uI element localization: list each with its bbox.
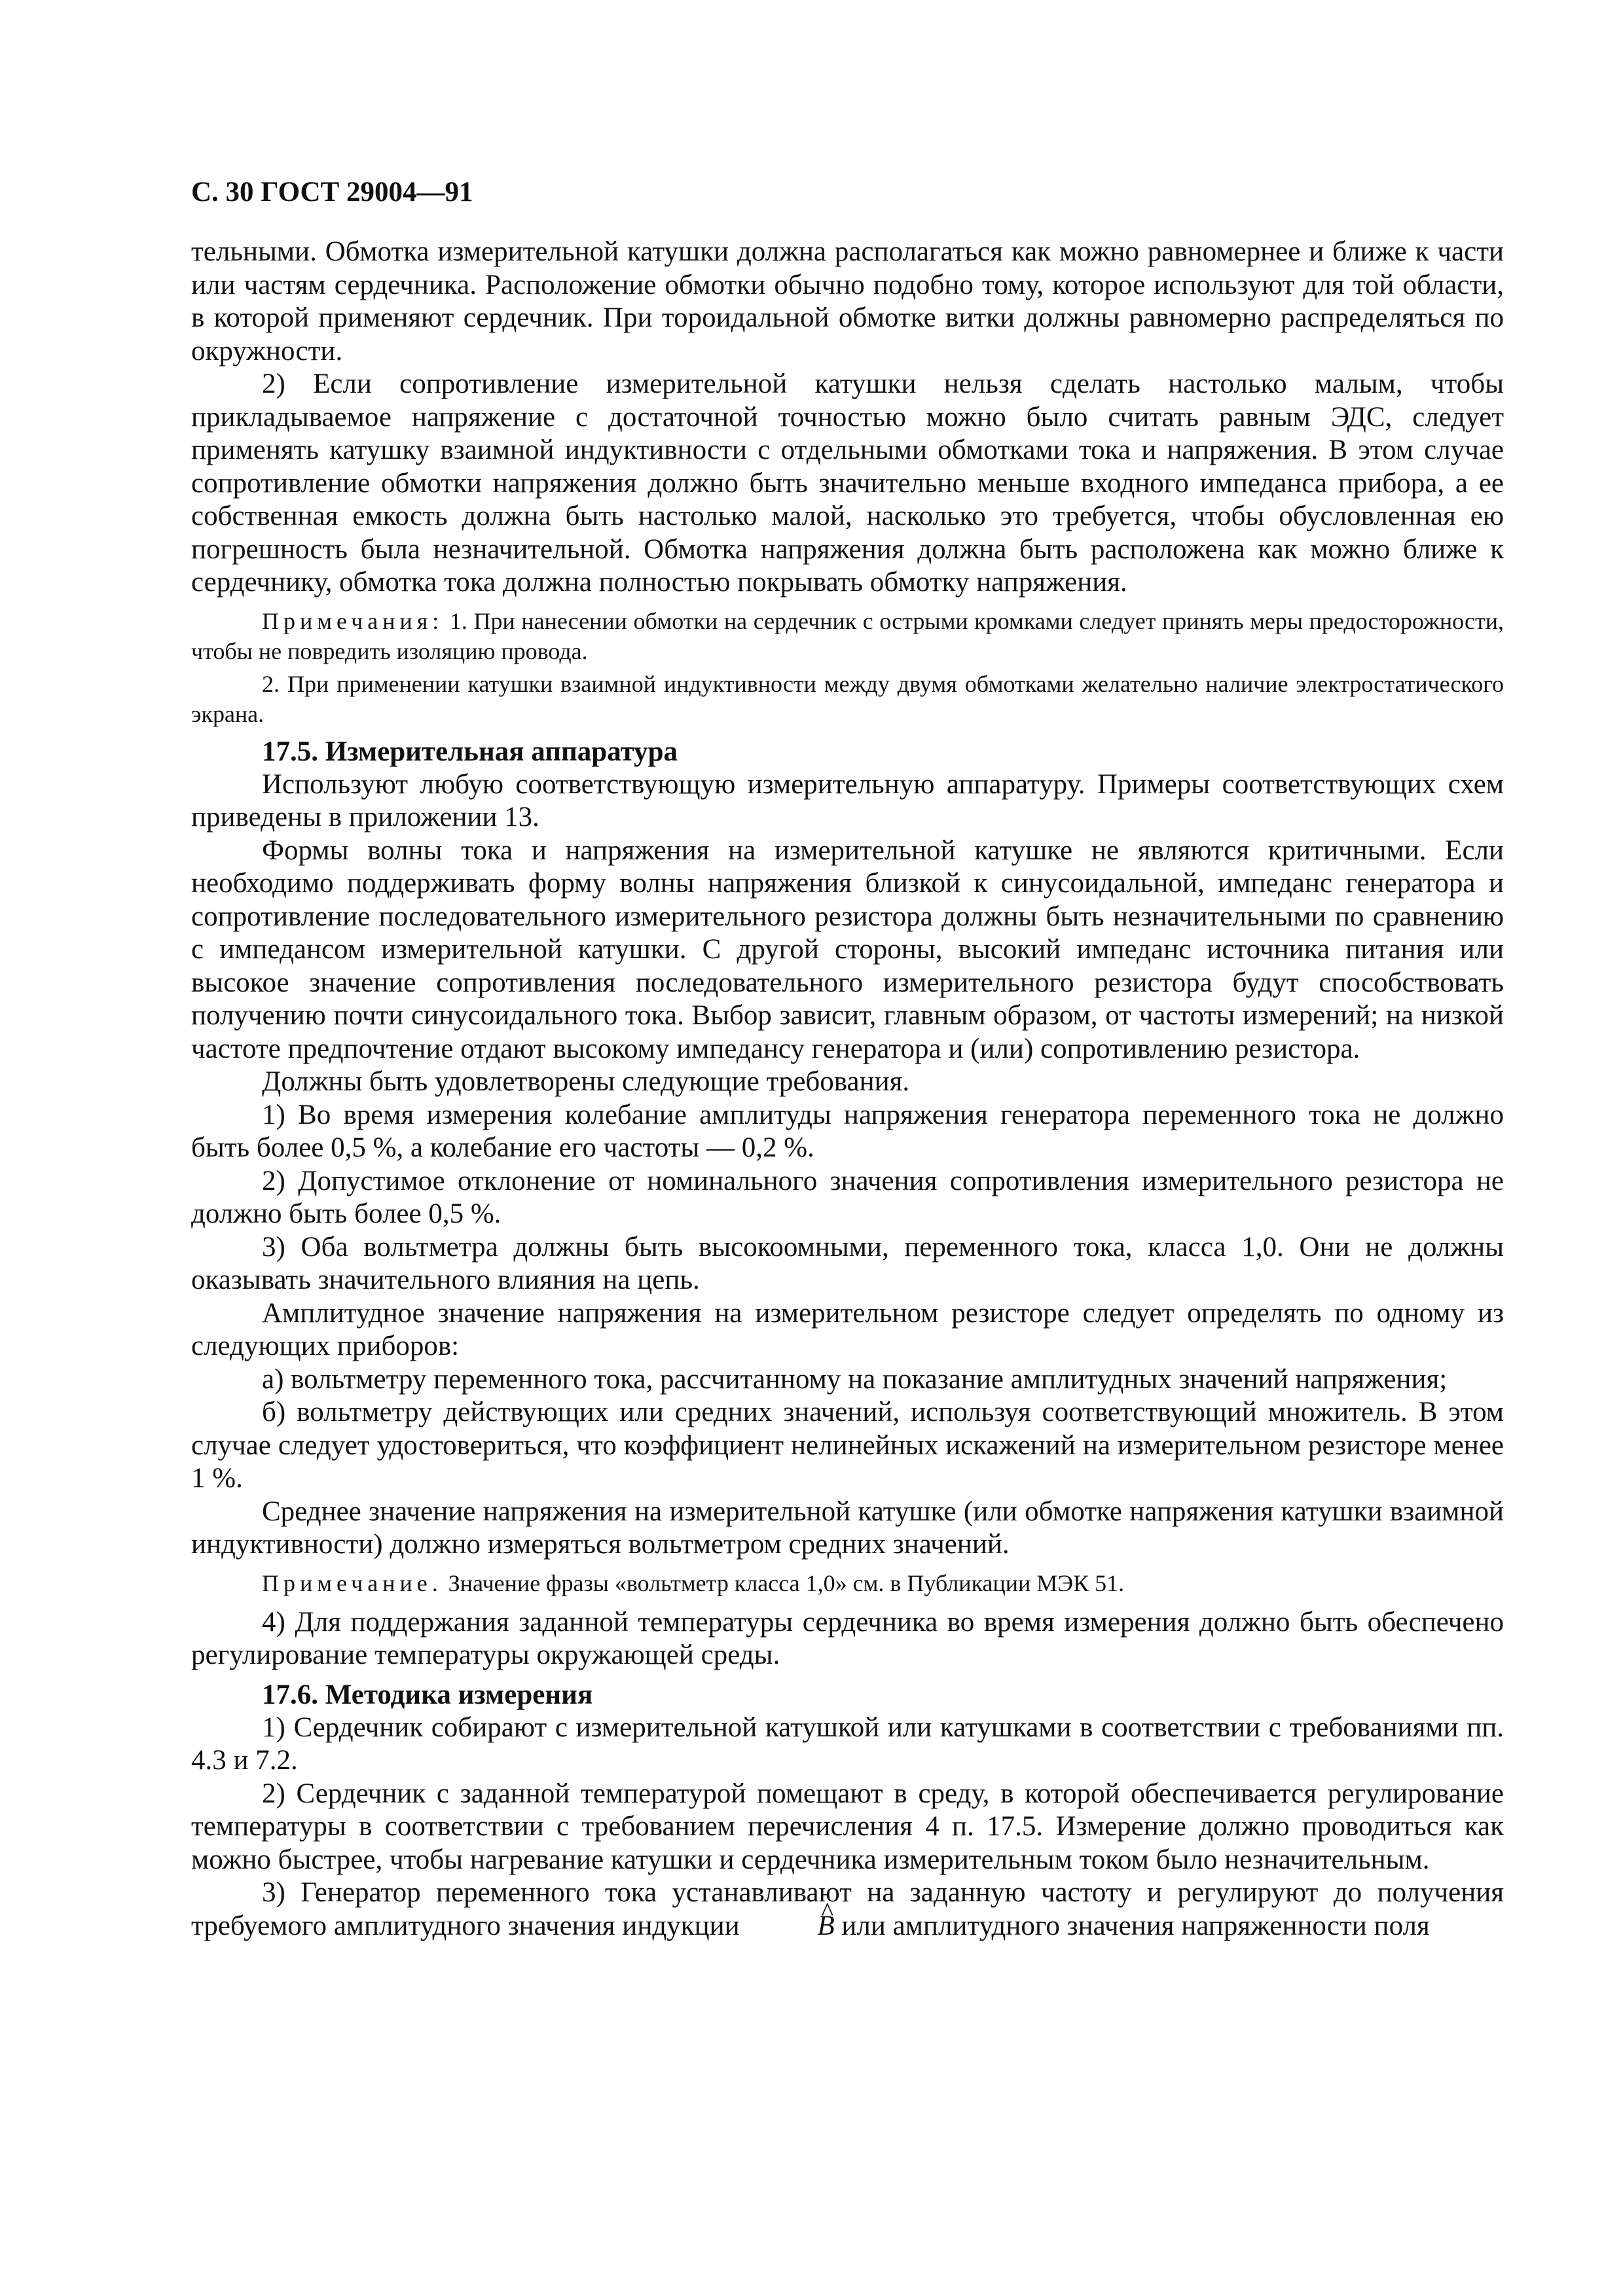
induction-symbol: ^ B — [746, 1910, 834, 1943]
list-item: б) вольтметру действующих или средних значений, используя соответствующий множитель. В этом случае следует удостовериться, что коэффициент нелинейных искажений на измерительном резисторе менее 1 %. — [191, 1397, 1504, 1494]
paragraph: Среднее значение напряжения на измерительной катушке (или обмотке напряжения катушки взаимной индуктивности) должно измеряться вольтметром средних значений. — [191, 1496, 1504, 1560]
paragraph: Формы волны тока и напряжения на измерительной катушке не являются критичными. Если необходимо поддерживать форму волны напряжения близкой к синусоидальной, импеданс генератора и сопротивление последовательного измерительного резистора должны быть незначительными по сравнению с импедансом измерительной катушки. С другой стороны, высокий импеданс источника питания или высокое значение сопротивления последовательного измерительного резистора будут способствовать получению почти синусоидального тока. Выбор зависит, главным образом, от частоты измерений; на низкой частоте предпочтение отдают высокому импедансу генератора и (или) сопротивлению резистора. — [191, 834, 1504, 1064]
requirement-item: 2) Допустимое отклонение от номинального значения сопротивления измерительного резистора не должно быть более 0,5 %. — [191, 1165, 1504, 1229]
note — [191, 1568, 1504, 1598]
list-item: а) вольтметру переменного тока, рассчитанному на показание амплитудных значений напряжения; — [262, 1363, 1448, 1395]
paragraph: Должны быть удовлетворены следующие требования. — [262, 1066, 910, 1097]
requirement-item: 3) Оба вольтметра должны быть высокоомными, переменного тока, класса 1,0. Они не должны оказывать значительного влияния на цепь. — [191, 1231, 1504, 1295]
paragraph: тельными. Обмотка измерительной катушки должна располагаться как можно равномернее и ближе к части или частям сердечника. Расположение обмотки обычно подобно тому, которое используют для той области, в которой применяют сердечник. При тороидальной обмотке витки должны равномерно распределяться по окружности. — [191, 236, 1504, 367]
procedure-step: 1) Сердечник собирают с измерительной катушкой или катушками в соответствии с требованиями пп. 4.3 и 7.2. — [191, 1712, 1504, 1776]
note-label: Примечание. — [262, 1570, 443, 1596]
note-text: Значение фразы «вольтметр класса 1,0» см. в Публикации МЭК 51. — [442, 1570, 1125, 1596]
note — [191, 606, 1504, 666]
procedure-step — [191, 1876, 1504, 1943]
section-heading-17-6: 17.6. Методика измерения — [262, 1679, 593, 1710]
note-label: Примечания: — [262, 607, 444, 634]
paragraph: Амплитудное значение напряжения на измерительном резисторе следует определять по одному из следующих приборов: — [191, 1297, 1504, 1361]
note-text: 1. При нанесении обмотки на сердечник с острыми кромками следует принять меры предосторожности, чтобы не повредить изоляцию провода. — [191, 607, 1504, 664]
requirement-item: 1) Во время измерения колебание амплитуды напряжения генератора переменного тока не должно быть более 0,5 %, а колебание его частоты — 0,2 %. — [191, 1099, 1504, 1163]
step-text: или амплитудного значения напряженности поля — [834, 1910, 1430, 1941]
note: 2. При применении катушки взаимной индуктивности между двумя обмотками желательно наличие электростатического экрана. — [191, 670, 1504, 727]
procedure-step: 2) Сердечник с заданной температурой помещают в среду, в которой обеспечивается регулирование температуры в соответствии с требованием перечисления 4 п. 17.5. Измерение должно проводиться как можно быстрее, чтобы нагревание катушки и сердечника измерительным током было незначительным. — [191, 1778, 1504, 1875]
paragraph: Используют любую соответствующую измерительную аппаратуру. Примеры соответствующих схем приведены в приложении 13. — [191, 768, 1504, 833]
step-text: 3) Генератор переменного тока устанавливают на заданную частоту и регулируют до получения требуемого амплитудного значения индукции — [191, 1877, 1504, 1941]
section-heading-17-5: 17.5. Измерительная аппаратура — [262, 736, 678, 767]
requirement-item: 4) Для поддержания заданной температуры сердечника во время измерения должно быть обеспечено регулирование температуры окружающей среды. — [191, 1606, 1504, 1670]
document-page — [191, 175, 1504, 1943]
page-header: С. 30 ГОСТ 29004—91 — [191, 177, 473, 207]
paragraph: 2) Если сопротивление измерительной катушки нельзя сделать настолько малым, чтобы прикладываемое напряжение с достаточной точностью можно было считать равным ЭДС, следует применять катушку взаимной индуктивности с отдельными обмотками тока и напряжения. В этом случае сопротивление обмотки напряжения должно быть значительно меньше входного импеданса прибора, а ее собственная емкость должна быть настолько малой, насколько это требуется, чтобы обусловленная ею погрешность была незначительной. Обмотка напряжения должна быть расположена как можно ближе к сердечнику, обмотка тока должна полностью покрывать обмотку напряжения. — [191, 368, 1504, 598]
